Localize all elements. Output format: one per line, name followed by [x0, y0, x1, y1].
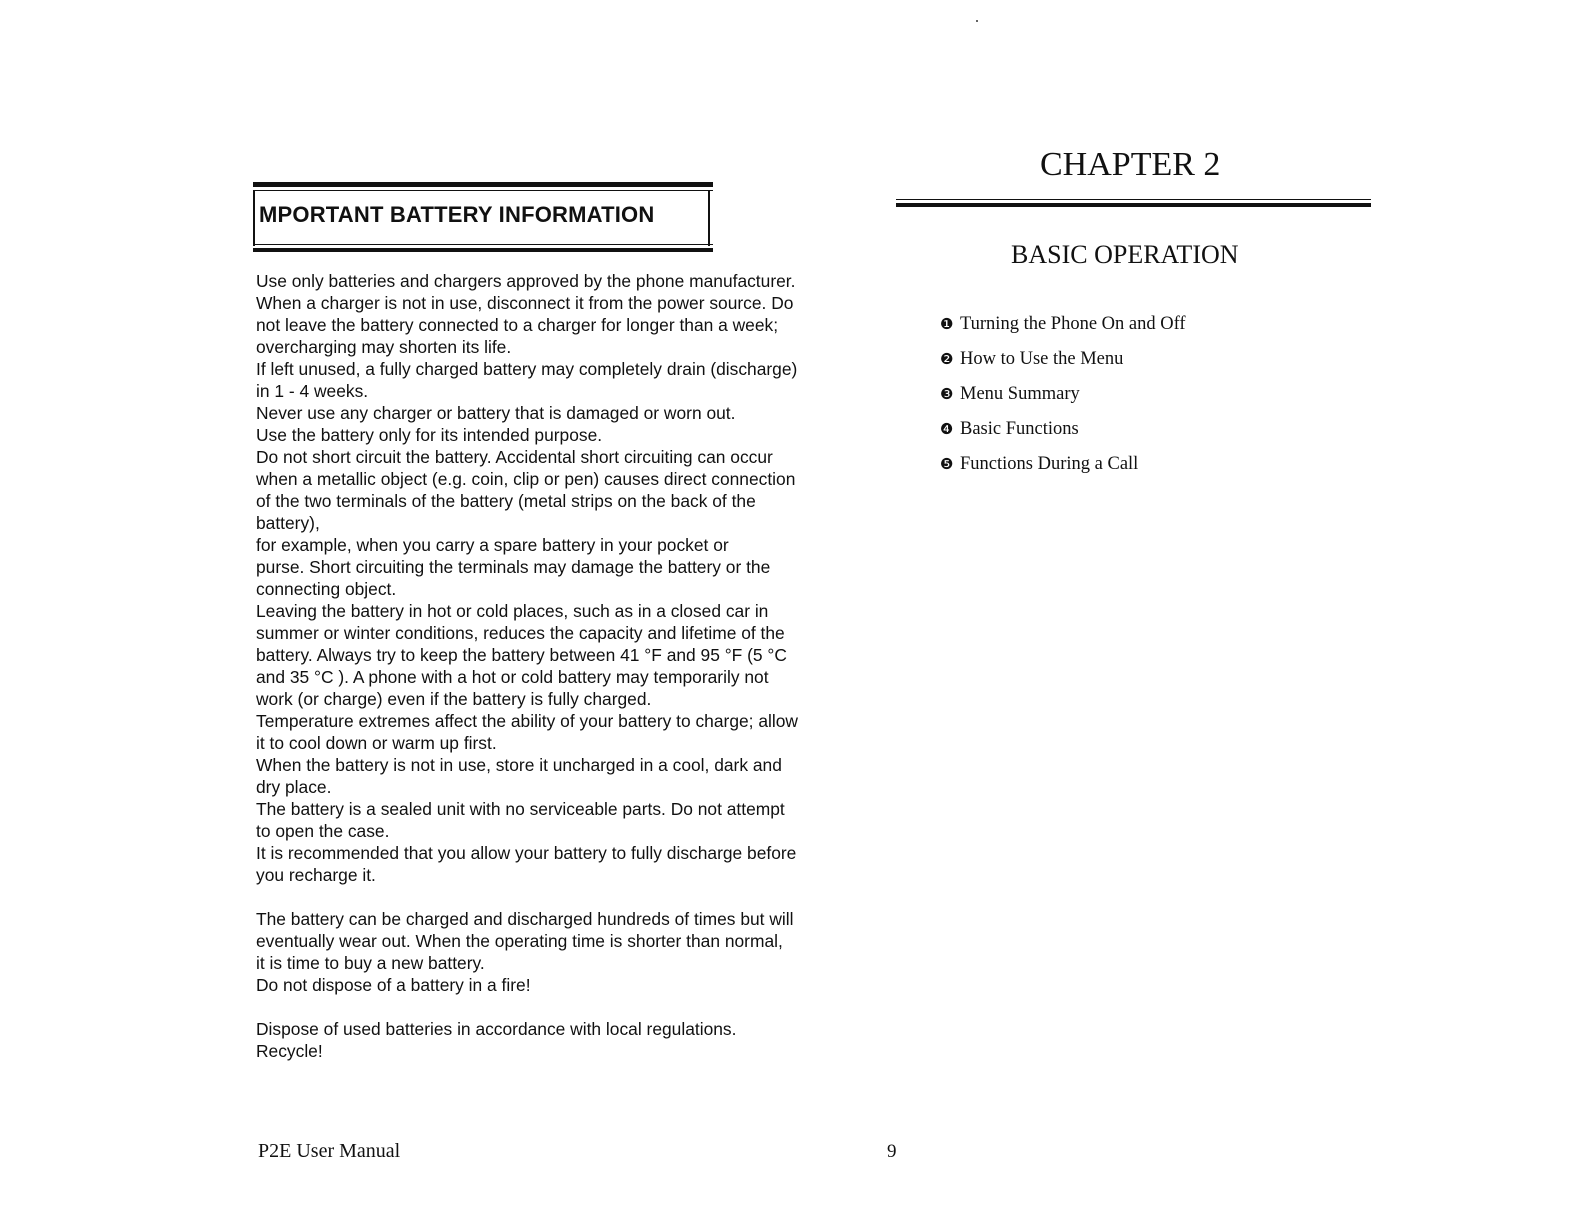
paragraph-gap: [256, 886, 876, 908]
footer-page-number: 9: [887, 1141, 897, 1162]
paragraph-no-fire: Do not dispose of a battery in a fire!: [256, 975, 531, 995]
paragraph-wear-out: The battery can be charged and discharged hundreds of times but will eventually wear out. When the operating time is shorter than normal, it is time to buy a new battery.: [256, 909, 794, 973]
chapter-rule-thin: [896, 199, 1371, 200]
toc-label: Functions During a Call: [960, 454, 1139, 474]
battery-info-body: [256, 270, 876, 1062]
number-circle-icon: ❸: [940, 385, 954, 403]
paragraph-storage: When the battery is not in use, store it uncharged in a cool, dark and dry place.: [256, 755, 782, 797]
paragraph-approved-chargers: Use only batteries and chargers approved by the phone manufacturer. When a charger is not in use, disconnect it from the power source. Do not leave the battery connected to a charger for longer than a week; overcharging may shorten its life.: [256, 271, 796, 357]
paragraph-unused-drain: If left unused, a fully charged battery may completely drain (discharge) in 1 - 4 weeks.: [256, 359, 798, 401]
toc-item: [940, 452, 1186, 487]
toc-label: Basic Functions: [960, 419, 1079, 439]
paragraph-temperature-range: Leaving the battery in hot or cold places, such as in a closed car in summer or winter conditions, reduces the capacity and lifetime of the battery. Always try to keep the battery between 41 °F and 95 °F (5 °C and 35 °C ). A phone with a hot or cold battery may temporarily not work (or charge) even if the battery is fully charged.: [256, 601, 787, 709]
paragraph-recycle: Dispose of used batteries in accordance with local regulations. Recycle!: [256, 1019, 737, 1061]
toc-label: Turning the Phone On and Off: [960, 314, 1186, 334]
toc-item: [940, 347, 1186, 382]
paragraph-intended-purpose: Use the battery only for its intended purpose.: [256, 425, 603, 445]
scan-speck: [976, 20, 978, 22]
paragraph-short-circuit: Do not short circuit the battery. Accidental short circuiting can occur when a metallic object (e.g. coin, clip or pen) causes direct connection of the two terminals of the battery (metal strips on the back of the battery),: [256, 447, 796, 533]
number-circle-icon: ❺: [940, 455, 954, 473]
footer-manual-title: P2E User Manual: [258, 1140, 401, 1162]
number-circle-icon: ❶: [940, 315, 954, 333]
battery-info-heading: MPORTANT BATTERY INFORMATION: [259, 202, 655, 227]
toc-label: Menu Summary: [960, 384, 1080, 404]
header-rule-top: [253, 182, 713, 187]
number-circle-icon: ❷: [940, 350, 954, 368]
battery-info-header: [253, 182, 713, 256]
paragraph-damaged-charger: Never use any charger or battery that is damaged or worn out.: [256, 403, 736, 423]
number-circle-icon: ❹: [940, 420, 954, 438]
toc-item: [940, 417, 1186, 452]
header-rule-bottom: [253, 248, 713, 252]
chapter-title: CHAPTER 2: [1040, 146, 1221, 183]
paragraph-gap: [256, 996, 876, 1018]
chapter-contents-list: [940, 312, 1186, 487]
toc-label: How to Use the Menu: [960, 349, 1124, 369]
chapter-rule: [896, 203, 1371, 207]
paragraph-temperature-extremes: Temperature extremes affect the ability of your battery to charge; allow it to cool down or warm up first.: [256, 711, 798, 753]
section-title: BASIC OPERATION: [1011, 240, 1239, 269]
toc-item: [940, 382, 1186, 417]
paragraph-discharge-before-recharge: It is recommended that you allow your battery to fully discharge before you recharge it.: [256, 843, 797, 885]
header-rule-bottom-thin: [253, 244, 713, 245]
paragraph-sealed-unit: The battery is a sealed unit with no serviceable parts. Do not attempt to open the case.: [256, 799, 785, 841]
paragraph-spare-battery: for example, when you carry a spare battery in your pocket or purse. Short circuiting the terminals may damage the battery or the connecting object.: [256, 535, 771, 599]
toc-item: [940, 312, 1186, 347]
